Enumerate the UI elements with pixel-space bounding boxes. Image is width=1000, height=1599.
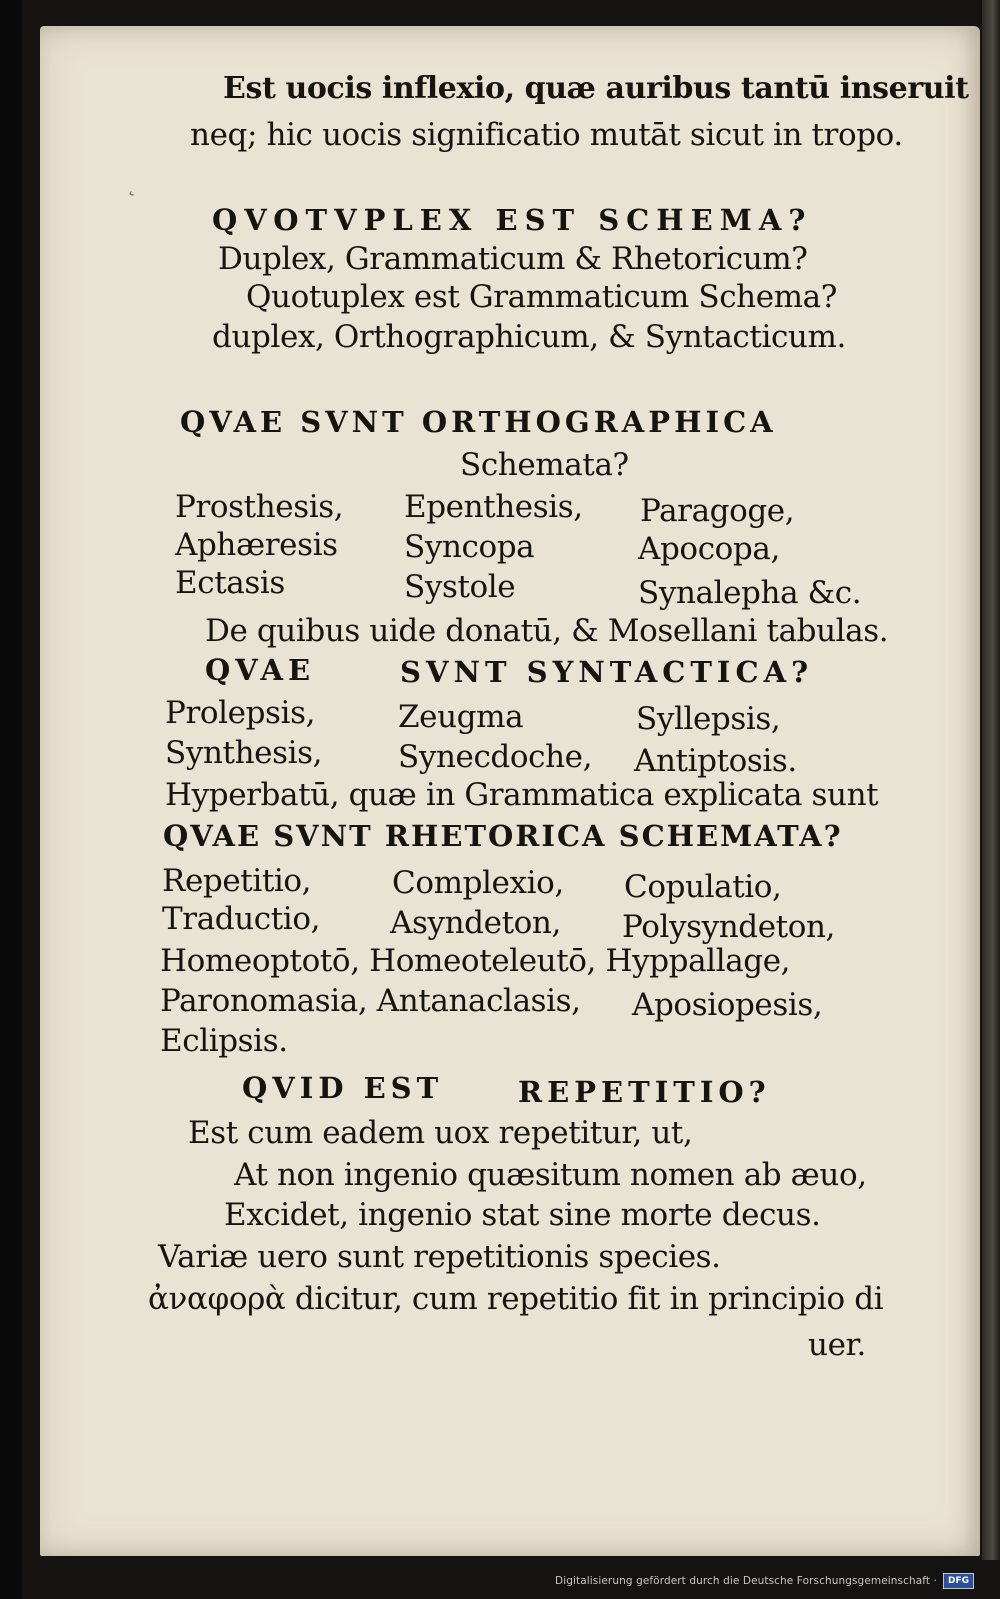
text-line-4: Quotuplex est Grammaticum Schema? — [246, 279, 837, 315]
book-page — [40, 26, 980, 1556]
orth-prosthesis: Prosthesis, — [175, 489, 344, 525]
text-line-2: neq; hic uocis significatio mutāt sicut in tropo. — [190, 117, 903, 153]
heading-quotuplex: QVOTVPLEX EST SCHEMA? — [212, 203, 813, 237]
rhet-eclipsis: Eclipsis. — [160, 1023, 288, 1059]
rhet-repetitio: Repetitio, — [162, 863, 312, 899]
orth-apocopa: Apocopa, — [638, 531, 780, 567]
synt-syllepsis: Syllepsis, — [636, 701, 781, 737]
text-line-13: ἀναφορὰ dicitur, cum repetitio fit in principio di — [148, 1281, 884, 1317]
synt-prolepsis: Prolepsis, — [165, 695, 316, 731]
page-edge — [982, 0, 1000, 1560]
catchword: uer. — [808, 1327, 866, 1363]
orth-epenthesis: Epenthesis, — [404, 489, 583, 525]
digitization-footer — [474, 1568, 974, 1594]
text-line-7: De quibus uide donatū, & Mosellani tabulas. — [205, 613, 889, 649]
text-line-3: Duplex, Grammaticum & Rhetoricum? — [218, 241, 808, 277]
text-line-6: Schemata? — [460, 447, 629, 483]
dfg-logo: DFG — [943, 1573, 974, 1589]
text-line-10: At non ingenio quæsitum nomen ab æuo, — [234, 1157, 867, 1193]
rhet-asyndeton: Asyndeton, — [390, 905, 561, 941]
text-line-9: Est cum eadem uox repetitur, ut, — [188, 1115, 693, 1151]
orth-aphaeresis: Aphæresis — [175, 527, 338, 563]
rhet-traductio: Traductio, — [162, 901, 321, 937]
synt-antiptosis: Antiptosis. — [634, 743, 797, 779]
orth-paragoge: Paragoge, — [640, 493, 795, 529]
text-line-12: Variæ uero sunt repetitionis species. — [158, 1239, 721, 1275]
rhet-polysyndeton: Polysyndeton, — [622, 909, 836, 945]
synt-synthesis: Synthesis, — [165, 735, 323, 771]
synt-synecdoche: Synecdoche, — [398, 739, 593, 775]
heading-repetitio-b: REPETITIO? — [518, 1075, 771, 1109]
synt-zeugma: Zeugma — [398, 699, 524, 735]
ink-mark: ˛ — [126, 172, 137, 197]
rhet-aposiopesis: Aposiopesis, — [632, 987, 823, 1023]
rhet-complexio: Complexio, — [392, 865, 564, 901]
heading-rhetorica: QVAE SVNT RHETORICA SCHEMATA? — [163, 819, 843, 853]
orth-syncopa: Syncopa — [404, 529, 535, 565]
rhet-row-3: Homeoptotō, Homeoteleutō, Hyppallage, — [160, 943, 791, 979]
book-spine-shadow — [0, 0, 22, 1599]
orth-synalepha: Synalepha &c. — [638, 575, 862, 611]
footer-credit: Digitalisierung gefördert durch die Deutsche Forschungsgemeinschaft · — [555, 1575, 937, 1587]
heading-orthographica: QVAE SVNT ORTHOGRAPHICA — [180, 405, 777, 439]
heading-repetitio-a: QVID EST — [242, 1071, 444, 1105]
orth-ectasis: Ectasis — [175, 565, 285, 601]
text-line-8: Hyperbatū, quæ in Grammatica explicata sunt — [165, 777, 879, 813]
text-line-5: duplex, Orthographicum, & Syntacticum. — [212, 319, 846, 355]
text-line-11: Excidet, ingenio stat sine morte decus. — [224, 1197, 821, 1233]
rhet-row-4a: Paronomasia, Antanaclasis, — [160, 983, 581, 1019]
heading-syntactica-a: QVAE — [205, 653, 316, 687]
text-line-1: Est uocis inflexio, quæ auribus tantū inseruit — [223, 71, 969, 106]
heading-syntactica-b: SVNT SYNTACTICA? — [400, 655, 814, 689]
orth-systole: Systole — [404, 569, 516, 605]
rhet-copulatio: Copulatio, — [624, 869, 782, 905]
